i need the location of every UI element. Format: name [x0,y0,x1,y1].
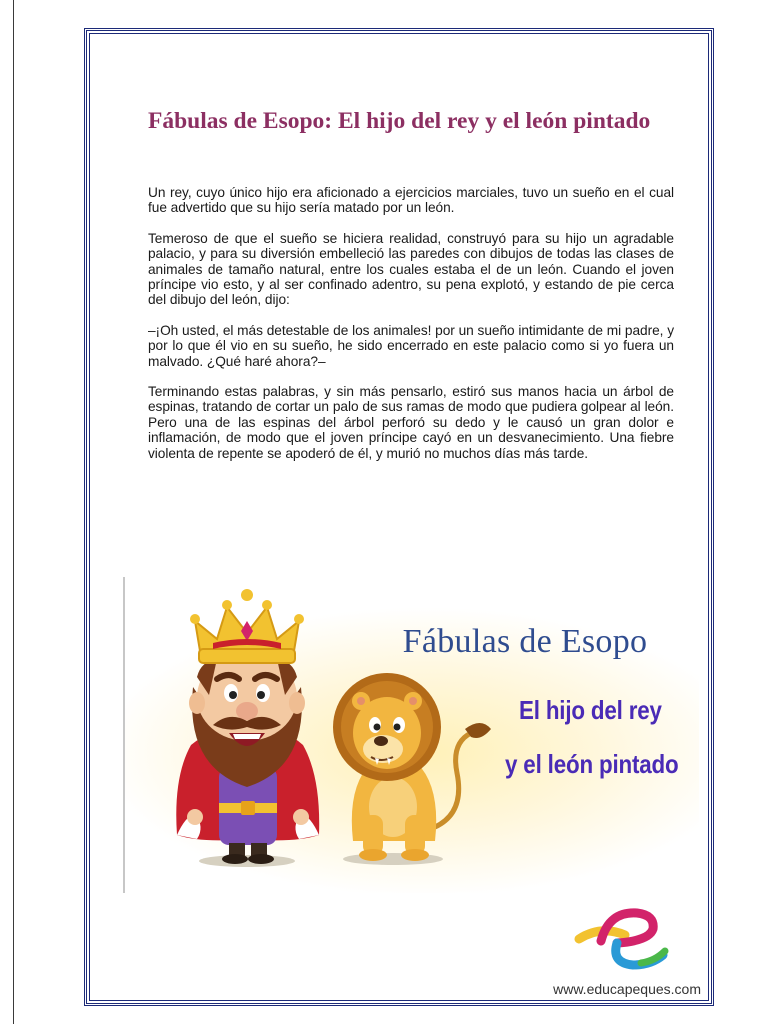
illustration-subtitle-line2: y el león pintado [505,749,679,779]
paragraph-2: Temeroso de que el sueño se hiciera realidad, construyó para su hijo un agradable palacio, y para su diversión embelleció las paredes con dibujos de todas las clases de animales de tamaño natural, entre los cuales estaba el de un león. Cuando el joven príncipe vio esto, y al ser confinado adentro, su pena explotó, y estando de pie cerca del dibujo del león, dijo: [148,230,674,308]
educapeques-logo-icon [571,905,671,973]
document-body [148,185,674,476]
paragraph-4: Terminando estas palabras, y sin más pensarlo, estiró sus manos hacia un árbol de espinas, tratando de cortar un palo de sus ramas de modo que pudiera golpear al león. Pero una de las espinas del árbol perforó su dedo y le causó un gran dolor e inflamación, de modo que el joven príncipe cayó en un desvanecimiento. Una fiebre violenta de repente se apoderó de él, y murió no muchos días más tarde. [148,384,674,461]
document-title: Fábulas de Esopo: El hijo del rey y el león pintado [148,108,651,134]
lion-icon [333,673,491,861]
site-url-link[interactable]: www.educapeques.com [553,981,701,997]
king-shadow-icon [199,855,295,867]
document-page [84,28,714,1006]
paragraph-1: Un rey, cuyo único hijo era aficionado a ejercicios marciales, tuvo un sueño en el cual fue advertido que su hijo sería matado por un león. [148,185,674,216]
illustration-heading: Fábulas de Esopo [402,623,648,660]
page-edge-line [13,0,14,1024]
illustration-subtitle-line1: El hijo del rey [519,695,662,725]
paragraph-3: –¡Oh usted, el más detestable de los animales! por un sueño intimidante de mi padre, y por lo que él vio en su sueño, he sido encerrado en este palacio como si yo fuera un malvado. ¿Qué haré ahora?– [148,322,674,369]
fable-illustration [123,577,699,893]
king-icon [176,589,319,864]
